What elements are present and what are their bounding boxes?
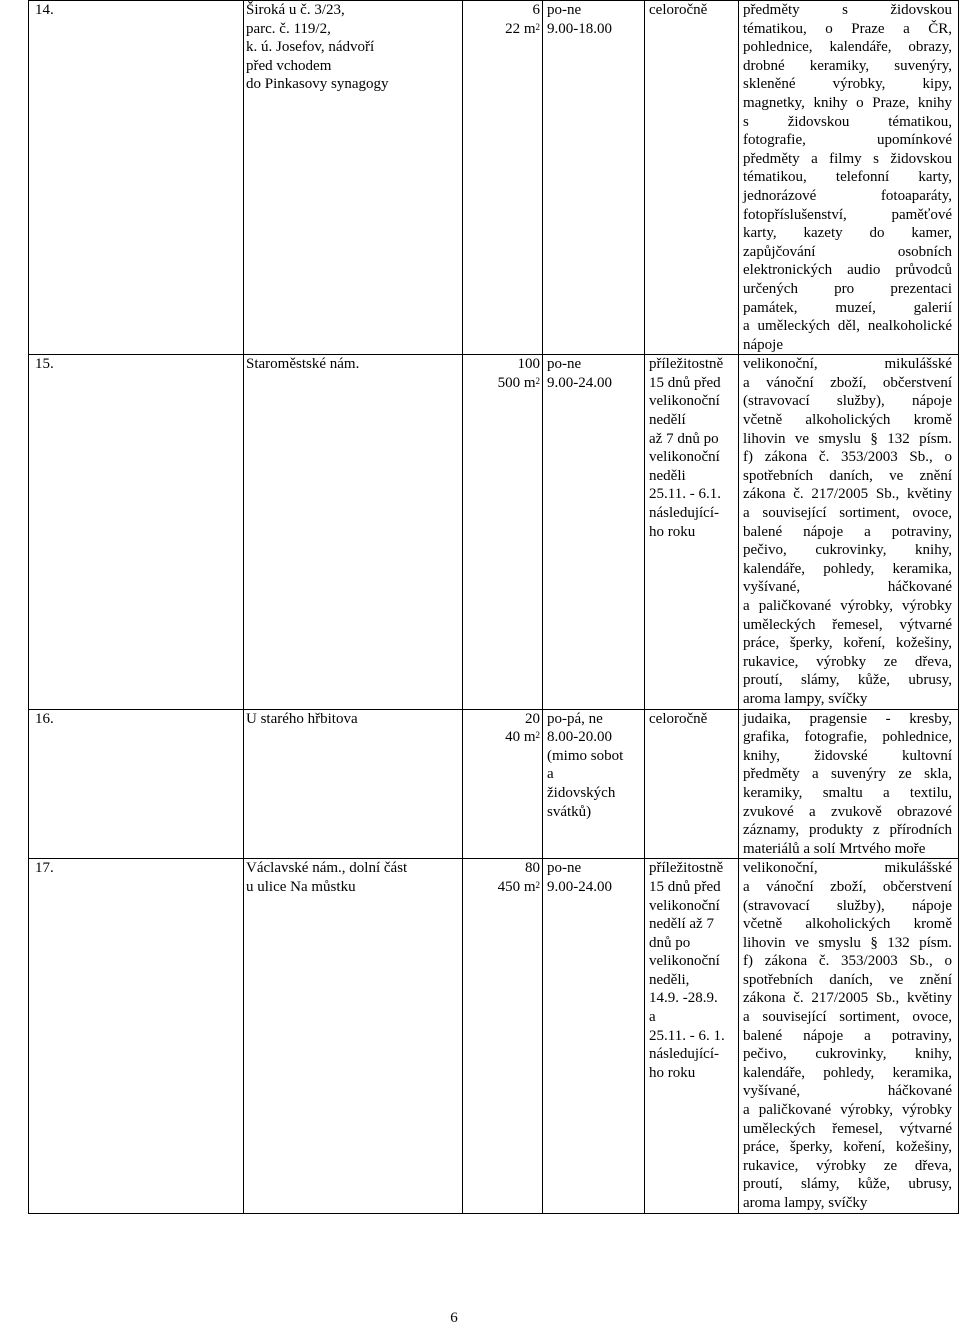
row-number-cell bbox=[29, 1, 244, 355]
time-line: po-ne bbox=[547, 356, 582, 373]
goods-line: aroma lampy, svíčky bbox=[743, 690, 868, 707]
location-cell bbox=[244, 1, 463, 355]
goods-line: velikonoční, mikulášské bbox=[743, 356, 952, 373]
goods-line: určených pro prezentaci bbox=[743, 280, 952, 297]
goods-line: a související sortiment, ovoce, bbox=[743, 505, 952, 522]
goods-line: a uměleckých děl, nealkoholické bbox=[743, 318, 952, 335]
period-line: 15 dnů před bbox=[649, 374, 721, 391]
table-row bbox=[29, 1, 959, 355]
location-line: u ulice Na můstku bbox=[246, 878, 356, 895]
period-line: celoročně bbox=[649, 710, 708, 727]
period-cell bbox=[645, 709, 739, 859]
goods-line: zvukové a zvukově obrazové bbox=[743, 803, 952, 820]
area-value bbox=[463, 20, 540, 39]
goods-line: s židovskou tématikou, bbox=[743, 113, 952, 130]
period-cell bbox=[645, 355, 739, 709]
goods-line: fotopříslušenství, paměťové bbox=[743, 206, 952, 223]
count-area-cell bbox=[463, 1, 543, 355]
goods-line: spotřebních daních, ve znění bbox=[743, 971, 952, 988]
goods-line: práce, šperky, koření, kožešiny, bbox=[743, 635, 952, 652]
period-line: 14.9. -28.9. bbox=[649, 990, 718, 1007]
goods-cell bbox=[739, 859, 959, 1213]
area-unit-exponent: 2 bbox=[535, 21, 540, 32]
location-line: Staroměstské nám. bbox=[246, 356, 360, 373]
opening-hours-cell bbox=[543, 859, 645, 1213]
period-line: velikonoční bbox=[649, 897, 720, 914]
goods-line: včetně alkoholických kromě bbox=[743, 916, 952, 933]
goods-line: f) zákona č. 353/2003 Sb., o bbox=[743, 449, 952, 466]
goods-line: kalendáře, pohledy, keramika, bbox=[743, 1064, 952, 1081]
goods-line: lihovin ve smyslu § 132 písm. bbox=[743, 430, 952, 447]
period-line: neděli bbox=[649, 467, 686, 484]
goods-line: grafika, fotografie, pohlednice, bbox=[743, 729, 952, 746]
goods-line: pečivo, cukrovinky, knihy, bbox=[743, 1046, 952, 1063]
page-number: 6 bbox=[450, 1310, 458, 1326]
goods-line: rukavice, výrobky ze dřeva, bbox=[743, 1157, 952, 1174]
time-line: 9.00-24.00 bbox=[547, 374, 612, 391]
time-line: 8.00-20.00 bbox=[547, 729, 612, 746]
goods-line: f) zákona č. 353/2003 Sb., o bbox=[743, 953, 952, 970]
goods-line: zákona č. 217/2005 Sb., květiny bbox=[743, 486, 952, 503]
goods-line: památek, muzeí, galerií bbox=[743, 299, 952, 316]
opening-hours-cell bbox=[543, 355, 645, 709]
location-cell bbox=[244, 355, 463, 709]
goods-line: balené nápoje a potraviny, bbox=[743, 1027, 952, 1044]
goods-line: a paličkované výrobky, výrobky bbox=[743, 598, 952, 614]
goods-cell bbox=[739, 355, 959, 709]
goods-line: tématikou, telefonní karty, bbox=[743, 169, 952, 186]
goods-line: materiálů a solí Mrtvého moře bbox=[743, 840, 926, 857]
row-number: 14. bbox=[35, 2, 54, 18]
period-line: 25.11. - 6.1. bbox=[649, 486, 721, 503]
goods-line: předměty a suvenýry ze skla, bbox=[743, 766, 952, 783]
period-line: nedělí bbox=[649, 412, 686, 429]
row-number: 16. bbox=[35, 710, 54, 727]
goods-line: (stravovací služby), nápoje bbox=[743, 897, 952, 914]
area-unit-exponent: 2 bbox=[535, 730, 540, 741]
stall-count: 80 bbox=[525, 860, 540, 877]
time-line: židovských bbox=[547, 784, 616, 801]
table-row bbox=[29, 709, 959, 859]
time-line: po-ne bbox=[547, 860, 582, 877]
goods-line: (stravovací služby), nápoje bbox=[743, 393, 952, 410]
goods-line: keramiky, smaltu a textilu, bbox=[743, 784, 952, 801]
time-line: 9.00-18.00 bbox=[547, 20, 612, 37]
goods-line: rukavice, výrobky ze dřeva, bbox=[743, 653, 952, 670]
goods-line: uměleckých řemesel, výtvarné bbox=[743, 616, 952, 633]
period-line: ho roku bbox=[649, 1064, 696, 1081]
period-line: příležitostně bbox=[649, 860, 724, 877]
period-line: neděli, bbox=[649, 971, 690, 988]
goods-line: včetně alkoholických kromě bbox=[743, 412, 952, 429]
goods-line: aroma lampy, svíčky bbox=[743, 1195, 868, 1211]
goods-line: proutí, slámy, kůže, ubrusy, bbox=[743, 1176, 952, 1193]
goods-line: pečivo, cukrovinky, knihy, bbox=[743, 542, 952, 559]
time-line: 9.00-24.00 bbox=[547, 878, 612, 895]
row-number-cell bbox=[29, 859, 244, 1213]
goods-line: karty, kazety do kamer, bbox=[743, 225, 952, 242]
location-line: Široká u č. 3/23, bbox=[246, 2, 345, 18]
goods-line: pohlednice, kalendáře, obrazy, bbox=[743, 39, 952, 56]
period-line: a bbox=[649, 1009, 656, 1026]
area-unit-exponent: 2 bbox=[535, 879, 540, 890]
opening-hours-cell bbox=[543, 709, 645, 859]
goods-line: předměty a filmy s židovskou bbox=[743, 150, 952, 167]
stall-count: 100 bbox=[517, 356, 540, 373]
opening-hours-cell bbox=[543, 1, 645, 355]
time-line: po-ne bbox=[547, 2, 582, 18]
period-line: 25.11. - 6. 1. bbox=[649, 1027, 725, 1044]
goods-line: a související sortiment, ovoce, bbox=[743, 1009, 952, 1026]
stall-count: 20 bbox=[525, 710, 540, 727]
area-text: 500 m bbox=[497, 374, 536, 391]
goods-line: a vánoční zboží, občerstvení bbox=[743, 374, 952, 391]
goods-line: proutí, slámy, kůže, ubrusy, bbox=[743, 672, 952, 689]
location-line: před vchodem bbox=[246, 57, 332, 74]
goods-line: knihy, židovské kultovní bbox=[743, 747, 952, 764]
goods-cell bbox=[739, 709, 959, 859]
goods-line: spotřebních daních, ve znění bbox=[743, 467, 952, 484]
count-area-cell bbox=[463, 709, 543, 859]
goods-line: drobné keramiky, suvenýry, bbox=[743, 57, 952, 74]
location-line: k. ú. Josefov, nádvoří bbox=[246, 39, 375, 56]
goods-line: elektronických audio průvodců bbox=[743, 262, 952, 279]
goods-line: vyšívané, háčkované bbox=[743, 579, 952, 596]
period-line: velikonoční bbox=[649, 953, 720, 970]
period-line: následující- bbox=[649, 505, 719, 522]
stall-count: 6 bbox=[532, 2, 540, 18]
goods-line: uměleckých řemesel, výtvarné bbox=[743, 1120, 952, 1137]
area-text: 40 m bbox=[505, 729, 536, 746]
area-value bbox=[463, 374, 540, 393]
goods-line: předměty s židovskou bbox=[743, 2, 952, 18]
area-value bbox=[463, 728, 540, 747]
goods-line: fotografie, upomínkové bbox=[743, 132, 952, 149]
goods-line: práce, šperky, koření, kožešiny, bbox=[743, 1139, 952, 1156]
period-line: následující- bbox=[649, 1046, 719, 1063]
location-line: Václavské nám., dolní část bbox=[246, 860, 408, 877]
area-text: 22 m bbox=[505, 20, 536, 37]
period-line: velikonoční bbox=[649, 449, 720, 466]
table-row bbox=[29, 355, 959, 709]
goods-line: balené nápoje a potraviny, bbox=[743, 523, 952, 540]
goods-line: judaika, pragensie - kresby, bbox=[743, 710, 952, 727]
time-line: a bbox=[547, 766, 554, 783]
goods-line: zákona č. 217/2005 Sb., květiny bbox=[743, 990, 952, 1007]
count-area-cell bbox=[463, 355, 543, 709]
location-cell bbox=[244, 709, 463, 859]
location-line: U starého hřbitova bbox=[246, 710, 358, 727]
goods-line: lihovin ve smyslu § 132 písm. bbox=[743, 934, 952, 951]
goods-line: zapůjčování osobních bbox=[743, 243, 952, 260]
goods-line: magnetky, knihy o Praze, knihy bbox=[743, 94, 952, 111]
area-text: 450 m bbox=[497, 878, 536, 895]
period-line: příležitostně bbox=[649, 356, 724, 373]
goods-line: skleněné výrobky, kipy, bbox=[743, 76, 952, 93]
area-unit-exponent: 2 bbox=[535, 375, 540, 386]
time-line: po-pá, ne bbox=[547, 710, 603, 727]
row-number: 17. bbox=[35, 860, 54, 877]
period-cell bbox=[645, 859, 739, 1213]
goods-line: velikonoční, mikulášské bbox=[743, 860, 952, 877]
goods-cell bbox=[739, 1, 959, 355]
time-line: (mimo sobot bbox=[547, 747, 624, 764]
location-line: parc. č. 119/2, bbox=[246, 20, 331, 37]
goods-line: nápoje bbox=[743, 336, 783, 353]
table-body bbox=[29, 1, 959, 1214]
row-number-cell bbox=[29, 355, 244, 709]
period-cell bbox=[645, 1, 739, 355]
period-line: velikonoční bbox=[649, 393, 720, 410]
area-value bbox=[463, 878, 540, 897]
row-number-cell bbox=[29, 709, 244, 859]
goods-line: a vánoční zboží, občerstvení bbox=[743, 878, 952, 895]
period-line: ho roku bbox=[649, 523, 696, 540]
table-row bbox=[29, 859, 959, 1213]
period-line: 15 dnů před bbox=[649, 878, 721, 895]
goods-line: jednorázové fotoaparáty, bbox=[743, 187, 952, 204]
goods-line: záznamy, produkty z přírodních bbox=[743, 822, 952, 839]
count-area-cell bbox=[463, 859, 543, 1213]
period-line: celoročně bbox=[649, 2, 708, 18]
market-table bbox=[28, 0, 959, 1214]
period-line: dnů po bbox=[649, 934, 691, 951]
period-line: až 7 dnů po bbox=[649, 430, 719, 447]
time-line: svátků) bbox=[547, 803, 592, 820]
period-line: nedělí až 7 bbox=[649, 916, 714, 933]
location-cell bbox=[244, 859, 463, 1213]
goods-line: a paličkované výrobky, výrobky bbox=[743, 1102, 952, 1119]
goods-line: tématikou, o Praze a ČR, bbox=[743, 20, 952, 37]
row-number: 15. bbox=[35, 356, 54, 373]
location-line: do Pinkasovy synagogy bbox=[246, 76, 389, 93]
goods-line: kalendáře, pohledy, keramika, bbox=[743, 560, 952, 577]
goods-line: vyšívané, háčkované bbox=[743, 1083, 952, 1100]
